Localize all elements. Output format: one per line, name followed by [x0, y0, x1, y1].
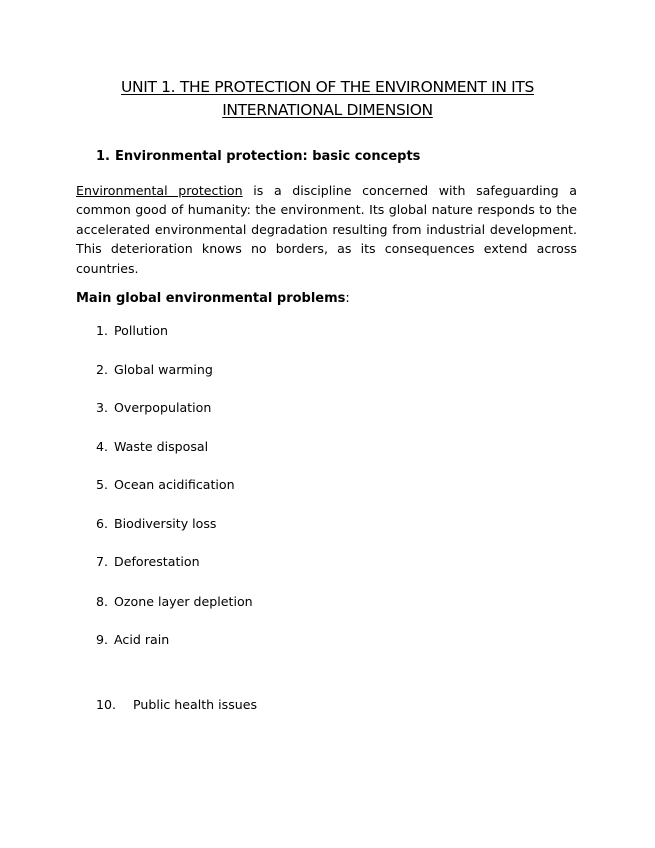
section-number: 1.: [96, 149, 110, 164]
list-item-number: 5.: [96, 477, 109, 492]
list-item-number: 9.: [96, 632, 109, 647]
paragraph-body: is a discipline concerned with safeguarding a common good of humanity: the environment. Its global nature responds to the accelerated environmental degradation resulting from industrial development. This deterioration knows no borders, as its consequences extend across countries.: [76, 183, 578, 276]
list-item: [96, 516, 217, 531]
paragraph-term: Environmental protection: [76, 183, 243, 198]
list-item: [96, 632, 169, 647]
list-item-label: Pollution: [114, 323, 168, 338]
list-item: [96, 554, 200, 569]
section-heading-text: Environmental protection: basic concepts: [115, 149, 421, 164]
list-item-label: Overpopulation: [114, 400, 212, 415]
list-item-label: Public health issues: [133, 697, 258, 712]
list-item-number: 1.: [96, 323, 109, 338]
list-item-number: 3.: [96, 400, 109, 415]
list-item-number: 4.: [96, 439, 109, 454]
list-item-label: Deforestation: [114, 554, 200, 569]
document-title-line-2: INTERNATIONAL DIMENSION: [222, 101, 433, 119]
list-item-number: 8.: [96, 594, 109, 609]
list-item: [96, 439, 208, 454]
list-item-label: Global warming: [114, 362, 213, 377]
list-item-label: Acid rain: [114, 632, 170, 647]
problems-heading: [76, 291, 350, 306]
section-heading: [96, 149, 420, 164]
list-item-number: 6.: [96, 516, 109, 531]
list-item: [96, 362, 213, 377]
list-item-number: 2.: [96, 362, 109, 377]
list-item-number: 10.: [96, 697, 117, 712]
list-item: [96, 400, 211, 415]
list-item: [96, 477, 235, 492]
problems-heading-text: Main global environmental problems: [76, 291, 346, 306]
list-item-label: Waste disposal: [114, 439, 209, 454]
intro-paragraph: [76, 181, 577, 278]
list-item-label: Ocean acidification: [114, 477, 235, 492]
list-item-number: 7.: [96, 554, 109, 569]
document-title-line-1: UNIT 1. THE PROTECTION OF THE ENVIRONMENT IN ITS: [121, 78, 534, 96]
problems-heading-colon: :: [345, 291, 350, 306]
list-item-label: Ozone layer depletion: [114, 594, 253, 609]
list-item: [96, 594, 253, 609]
list-item-label: Biodiversity loss: [114, 516, 217, 531]
list-item: [96, 697, 257, 712]
list-item: [96, 323, 168, 338]
